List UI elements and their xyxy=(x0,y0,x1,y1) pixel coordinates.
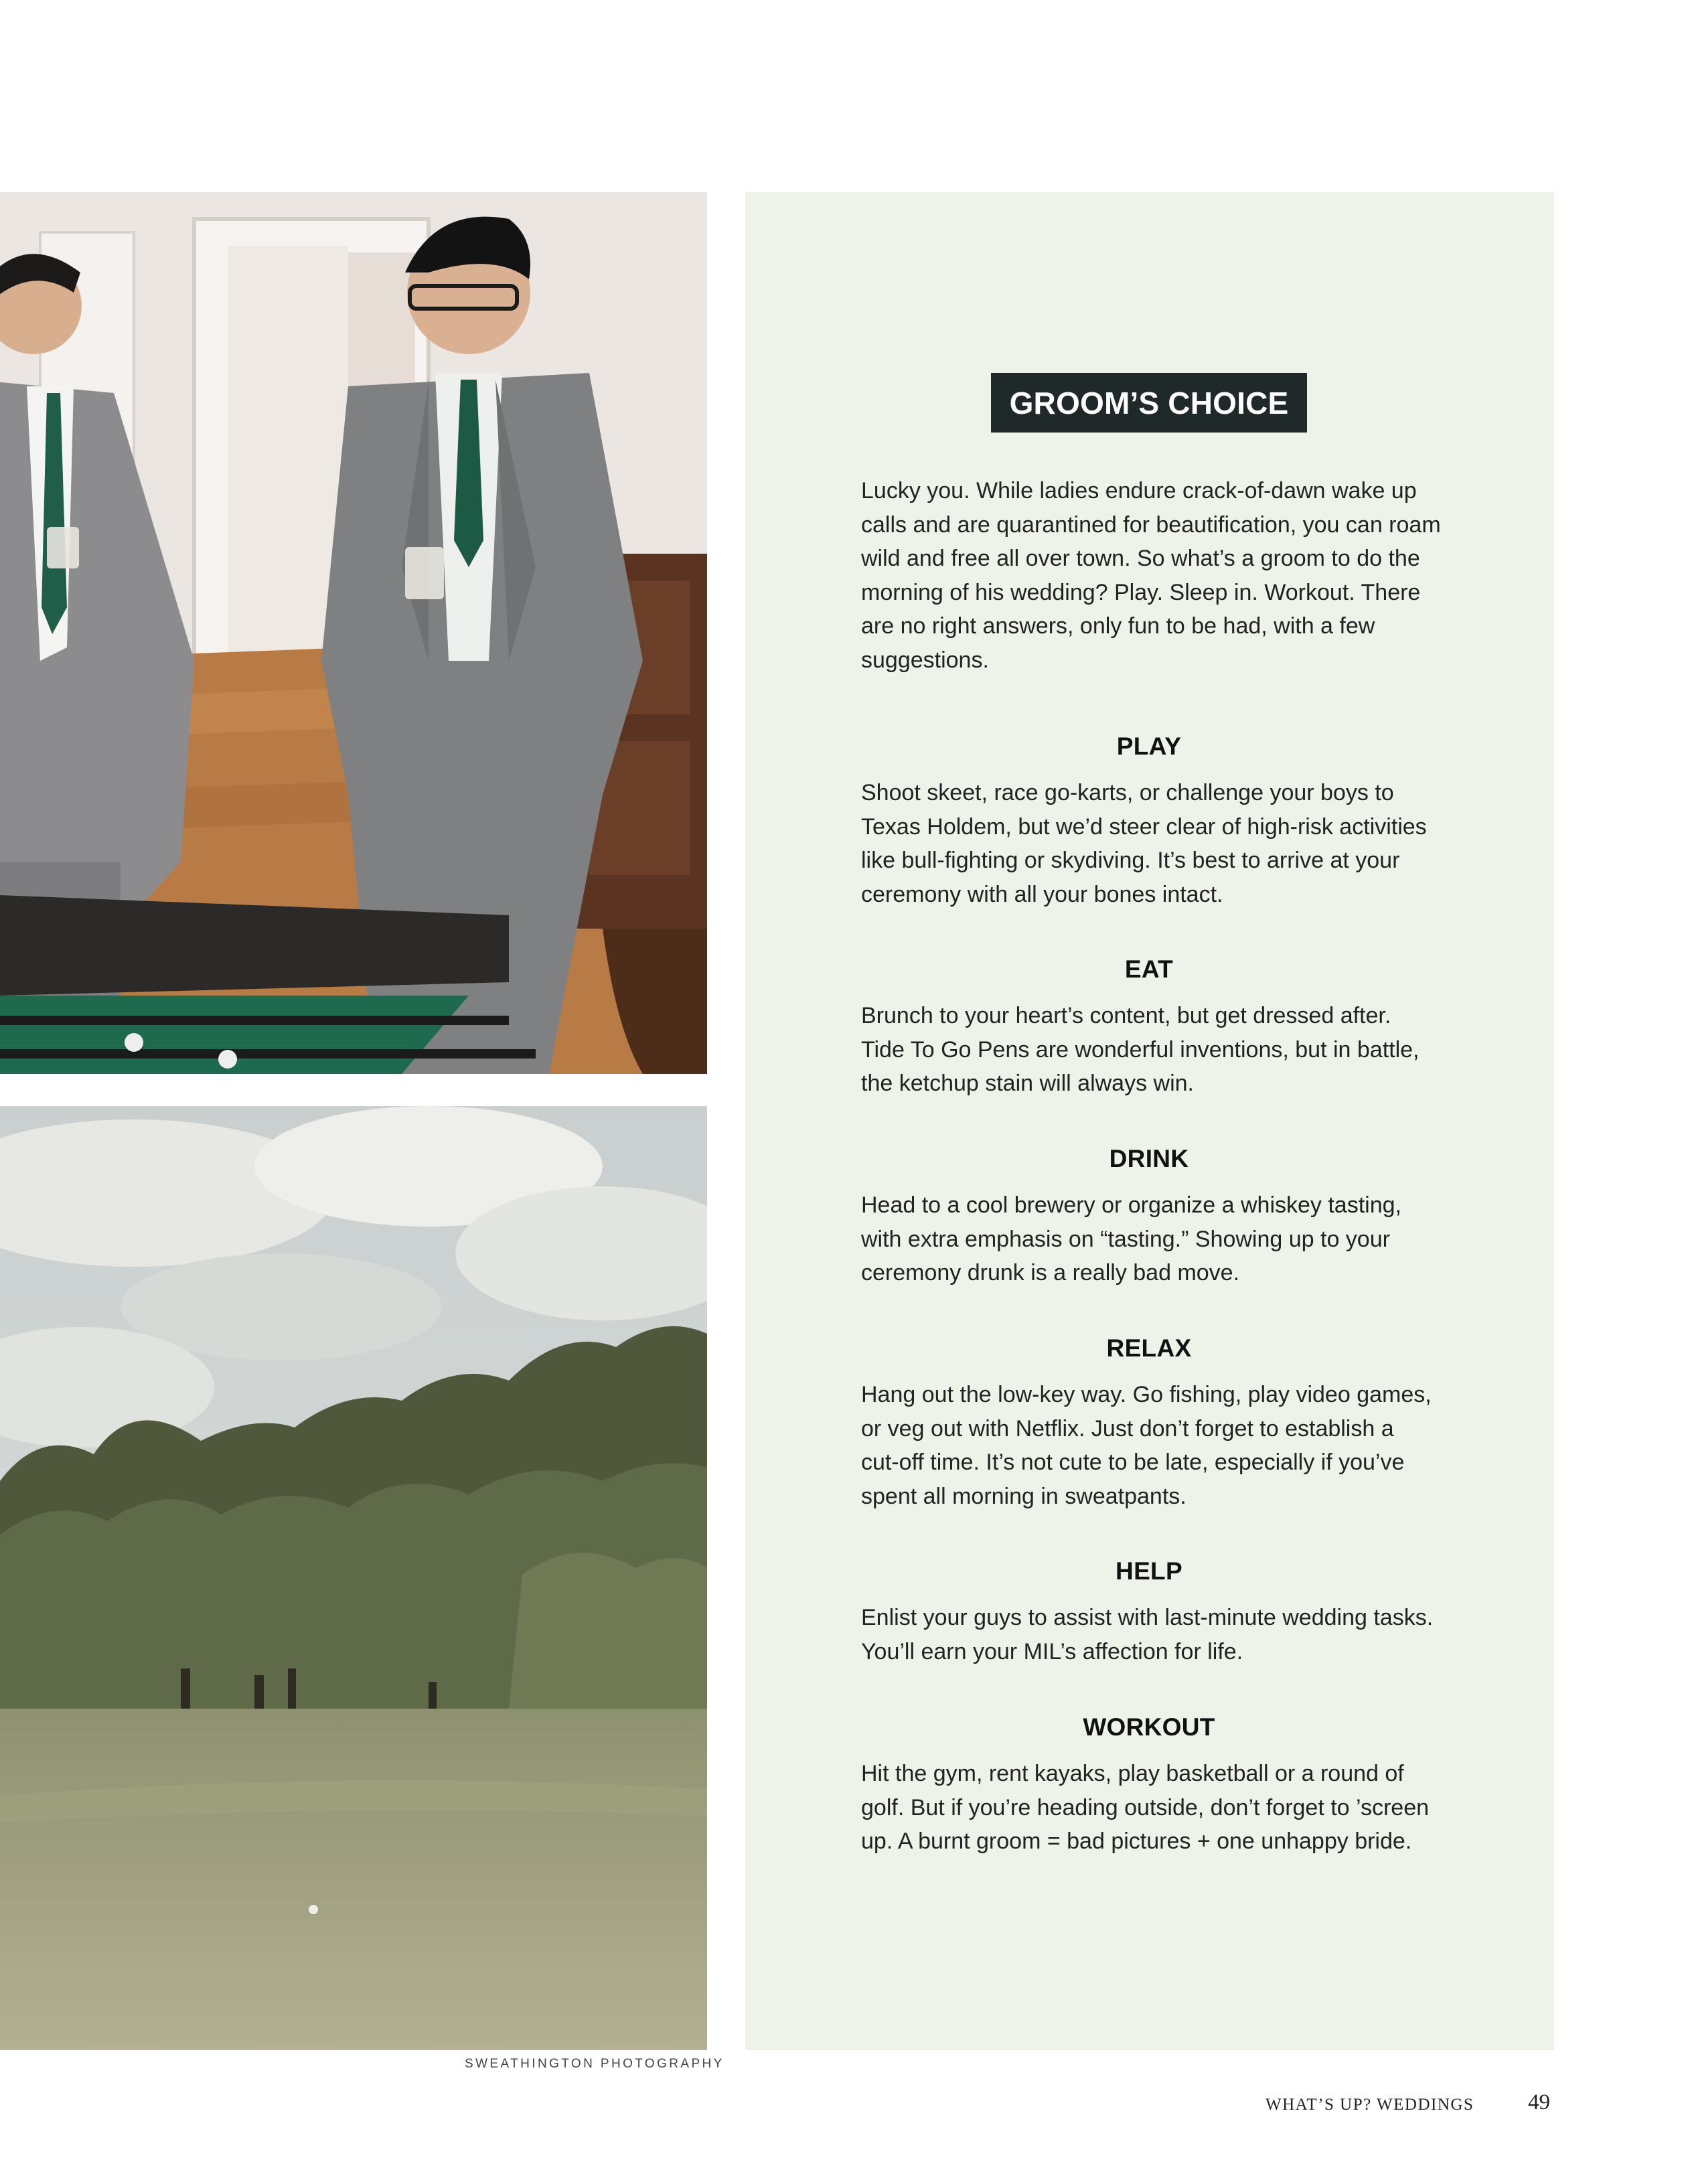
golf-course-photo xyxy=(0,1106,707,2050)
intro-paragraph: Lucky you. While ladies endure crack-of-dawn wake up calls and are quarantined for beautification, you can roam wild and free all over town. So what’s a groom to do the morning of his wedding? Play. Sleep in. Workout. There are no right answers, only fun to be had, with a few suggestions. xyxy=(861,478,1441,673)
section-drink xyxy=(861,1144,1437,1290)
photo-credit: SWEATHINGTON PHOTOGRAPHY xyxy=(465,2057,724,2071)
groomsmen-illustration xyxy=(0,192,707,1074)
section-body: Brunch to your heart’s content, but get dressed after. Tide To Go Pens are wonderful inventions, but in battle, the ketchup stain will always win. xyxy=(861,1003,1420,1096)
section-badge-title: GROOM’S CHOICE xyxy=(991,373,1307,433)
section-heading: PLAY xyxy=(1116,732,1182,760)
section-body: Hang out the low-key way. Go fishing, play video games, or veg out with Netflix. Just don’t forget to establish a cut-off time. It’s not cute to be late, especially if you’ve spent all morning in sweatpants. xyxy=(861,1382,1432,1509)
section-body: Head to a cool brewery or organize a whiskey tasting, with extra emphasis on “tasting.” Showing up to your ceremony drunk is a really bad move. xyxy=(861,1192,1401,1285)
page-number: 49 xyxy=(1528,2090,1550,2114)
section-play xyxy=(861,732,1437,911)
section-relax xyxy=(861,1334,1437,1513)
section-body: Hit the gym, rent kayaks, play basketball or a round of golf. But if you’re heading outside, don’t forget to ’screen up. A burnt groom = bad pictures + one unhappy bride. xyxy=(861,1761,1430,1854)
section-help xyxy=(861,1557,1437,1668)
section-heading: DRINK xyxy=(1109,1145,1189,1172)
section-body: Enlist your guys to assist with last-minute wedding tasks. You’ll earn your MIL’s affection for life. xyxy=(861,1605,1434,1664)
publication-name: WHAT’S UP? WEDDINGS xyxy=(1266,2096,1474,2114)
golf-course-illustration xyxy=(0,1106,707,2050)
section-heading: RELAX xyxy=(1106,1334,1192,1362)
section-heading: WORKOUT xyxy=(1083,1713,1215,1741)
section-eat xyxy=(861,955,1437,1101)
groomsmen-photo xyxy=(0,192,707,1074)
section-body: Shoot skeet, race go-karts, or challenge your boys to Texas Holdem, but we’d steer clear of high-risk activities like bull-fighting or skydiving. It’s best to arrive at your ceremony with all your bones intact. xyxy=(861,780,1427,907)
section-heading: EAT xyxy=(1124,955,1174,983)
section-heading: HELP xyxy=(1116,1557,1182,1585)
section-workout xyxy=(861,1713,1437,1859)
